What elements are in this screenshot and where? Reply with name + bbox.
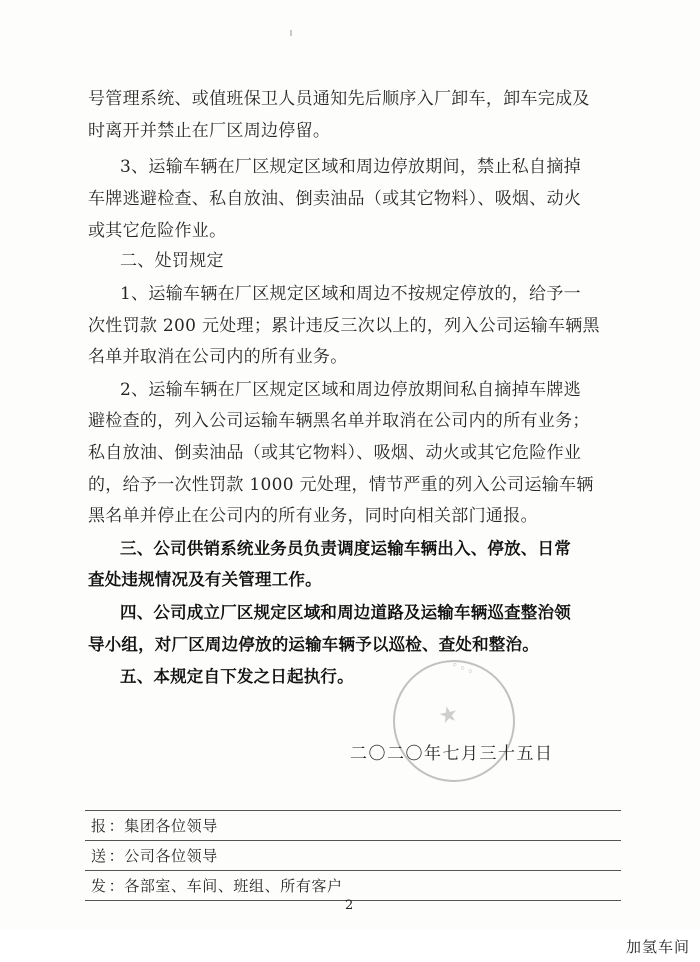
distribution-key: 报 <box>91 817 107 835</box>
page-number: 2 <box>345 898 354 913</box>
body-line: 私自放油、倒卖油品（或其它物料）、吸烟、动火或其它危险作业 <box>88 443 582 463</box>
divider <box>85 840 621 841</box>
body-line: 时离开并禁止在厂区周边停留。 <box>88 121 331 141</box>
body-line: 黑名单并停止在公司内的所有业务，同时向相关部门通报。 <box>88 506 538 526</box>
section-heading: 三、公司供销系统业务员负责调度运输车辆出入、停放、日常 <box>120 539 571 558</box>
distribution-value: 各部室、车间、班组、所有客户 <box>124 877 343 895</box>
body-line: 导小组，对厂区周边停放的运输车辆予以巡检、查处和整治。 <box>88 635 539 654</box>
body-line: 车牌逃避检查、私自放油、倒卖油品（或其它物料）、吸烟、动火 <box>88 189 582 209</box>
distribution-row: 送 ：公司各位领导 <box>91 847 218 865</box>
distribution-row: 报 ：集团各位领导 <box>91 817 218 835</box>
body-line: 号管理系统、或值班保卫人员通知先后顺序入厂卸车，卸车完成及 <box>88 89 590 109</box>
divider <box>85 810 621 811</box>
body-line: 或其它危险作业。 <box>88 221 227 241</box>
issue-date: 二〇二〇年七月三十五日 <box>350 744 554 764</box>
body-line: 名单并取消在公司内的所有业务。 <box>88 347 348 367</box>
body-line: 的，给予一次性罚款 1000 元处理，情节严重的列入公司运输车辆 <box>88 475 594 495</box>
body-line: 2、运输车辆在厂区规定区域和周边停放期间私自摘掉车牌逃 <box>120 380 581 400</box>
distribution-key: 发 <box>91 877 107 895</box>
body-line: 次性罚款 200 元处理；累计违反三次以上的，列入公司运输车辆黑 <box>88 316 600 336</box>
section-heading: 二、处罚规定 <box>120 251 224 271</box>
distribution-value: 集团各位领导 <box>124 817 218 835</box>
official-seal-icon: ★ ◦◦◦ <box>382 649 527 794</box>
distribution-key: 送 <box>91 847 107 865</box>
body-line: 避检查的，列入公司运输车辆黑名单并取消在公司内的所有业务； <box>88 411 590 431</box>
scan-mark <box>290 30 292 36</box>
distribution-row: 发 ：各部室、车间、班组、所有客户 <box>91 877 343 895</box>
source-watermark: 加氢车间 <box>625 938 690 956</box>
body-line: 3、运输车辆在厂区规定区域和周边停放期间，禁止私自摘掉 <box>120 157 581 177</box>
body-line: 1、运输车辆在厂区规定区域和周边不按规定停放的，给予一 <box>120 284 581 304</box>
section-heading: 四、公司成立厂区规定区域和周边道路及运输车辆巡查整治领 <box>120 603 571 622</box>
divider <box>85 870 621 871</box>
section-heading: 五、本规定自下发之日起执行。 <box>120 667 354 686</box>
distribution-value: 公司各位领导 <box>124 847 218 865</box>
body-line: 查处违规情况及有关管理工作。 <box>88 570 322 589</box>
